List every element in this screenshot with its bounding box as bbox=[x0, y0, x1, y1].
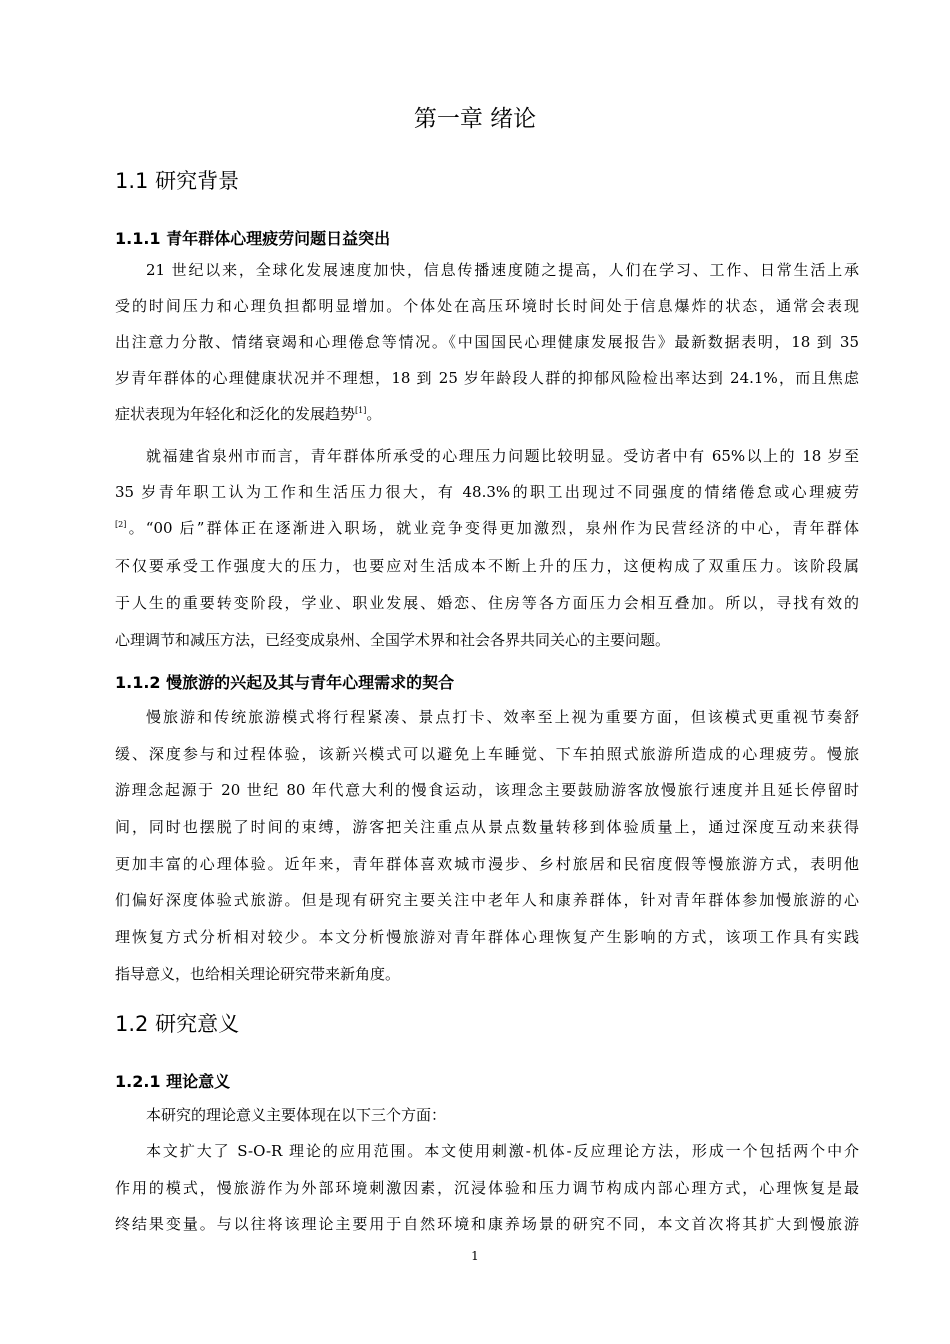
paragraph-text: 。 bbox=[366, 405, 382, 423]
paragraph-line: 21 世纪以来，全球化发展速度加快，信息传播速度随之提高，人们在学习、工作、日常生活上承 bbox=[146, 261, 859, 279]
chapter-title: 第一章 绪论 bbox=[413, 106, 537, 132]
paragraph-line bbox=[115, 403, 859, 425]
subsection-heading-1-2-1: 1.2.1 理论意义 bbox=[115, 1072, 231, 1091]
paragraph-line: 本文扩大了 S-O-R 理论的应用范围。本文使用刺激-机体-反应理论方法，形成一个包括两个中介 bbox=[146, 1142, 859, 1160]
paragraph-line: 作用的模式，慢旅游作为外部环境刺激因素，沉浸体验和压力调节构成内部心理方式，心理恢复是最 bbox=[115, 1179, 859, 1197]
paragraph-line: 指导意义，也给相关理论研究带来新角度。 bbox=[115, 965, 401, 983]
paragraph-line: 就福建省泉州市而言，青年群体所承受的心理压力问题比较明显。受访者中有 65%以上的 18 岁至 bbox=[146, 447, 859, 465]
paragraph-line: 终结果变量。与以往将该理论主要用于自然环境和康养场景的研究不同，本文首次将其扩大到慢旅游 bbox=[115, 1215, 859, 1233]
paragraph-text: 症状表现为年轻化和泛化的发展趋势 bbox=[115, 405, 356, 423]
paragraph-line: 理恢复方式分析相对较少。本文分析慢旅游对青年群体心理恢复产生影响的方式，该项工作具有实践 bbox=[115, 928, 859, 946]
paragraph-line: 不仅要承受工作强度大的压力，也要应对生活成本不断上升的压力，这便构成了双重压力。该阶段属 bbox=[115, 557, 859, 575]
paragraph-text: 。“00 后”群体正在逐渐进入职场，就业竞争变得更加激烈，泉州作为民营经济的中心，青年群体 bbox=[126, 519, 859, 537]
paragraph-line: 们偏好深度体验式旅游。但是现有研究主要关注中老年人和康养群体，针对青年群体参加慢旅游的心 bbox=[115, 891, 859, 909]
paragraph-line: 本研究的理论意义主要体现在以下三个方面： bbox=[146, 1106, 447, 1124]
citation-ref: [1] bbox=[355, 406, 367, 415]
paragraph-line: 心理调节和减压方法，已经变成泉州、全国学术界和社会各界共同关心的主要问题。 bbox=[115, 631, 671, 649]
paragraph-line: 慢旅游和传统旅游模式将行程紧凑、景点打卡、效率至上视为重要方面，但该模式更重视节奏舒 bbox=[146, 708, 859, 726]
paragraph-line: 出注意力分散、情绪衰竭和心理倦怠等情况。《中国国民心理健康发展报告》最新数据表明，18 到 35 bbox=[115, 333, 859, 351]
paragraph-line: 受的时间压力和心理负担都明显增加。个体处在高压环境时长时间处于信息爆炸的状态，通常会表现 bbox=[115, 297, 859, 315]
paragraph-line: 缓、深度参与和过程体验，该新兴模式可以避免上车睡觉、下车拍照式旅游所造成的心理疲劳。慢旅 bbox=[115, 745, 859, 763]
paragraph-line: 更加丰富的心理体验。近年来，青年群体喜欢城市漫步、乡村旅居和民宿度假等慢旅游方式，表明他 bbox=[115, 855, 859, 873]
section-heading-1-2: 1.2 研究意义 bbox=[115, 1012, 240, 1036]
subsection-heading-1-1-1: 1.1.1 青年群体心理疲劳问题日益突出 bbox=[115, 229, 391, 248]
subsection-heading-1-1-2: 1.1.2 慢旅游的兴起及其与青年心理需求的契合 bbox=[115, 673, 455, 692]
page-number: 1 bbox=[471, 1249, 479, 1263]
paragraph-line: 间，同时也摆脱了时间的束缚，游客把关注重点从景点数量转移到体验质量上，通过深度互动来获得 bbox=[115, 818, 859, 836]
paragraph-line: 35 岁青年职工认为工作和生活压力很大，有 48.3%的职工出现过不同强度的情绪倦怠或心理疲劳 bbox=[115, 483, 859, 501]
paragraph-line bbox=[115, 517, 859, 539]
citation-ref: [2] bbox=[115, 520, 127, 529]
paragraph-line: 于人生的重要转变阶段，学业、职业发展、婚恋、住房等各方面压力会相互叠加。所以，寻找有效的 bbox=[115, 594, 859, 612]
paragraph-line: 游理念起源于 20 世纪 80 年代意大利的慢食运动，该理念主要鼓励游客放慢旅行速度并且延长停留时 bbox=[115, 781, 859, 799]
paragraph-line: 岁青年群体的心理健康状况并不理想，18 到 25 岁年龄段人群的抑郁风险检出率达到 24.1%，而且焦虑 bbox=[115, 369, 859, 387]
section-heading-1-1: 1.1 研究背景 bbox=[115, 169, 240, 193]
